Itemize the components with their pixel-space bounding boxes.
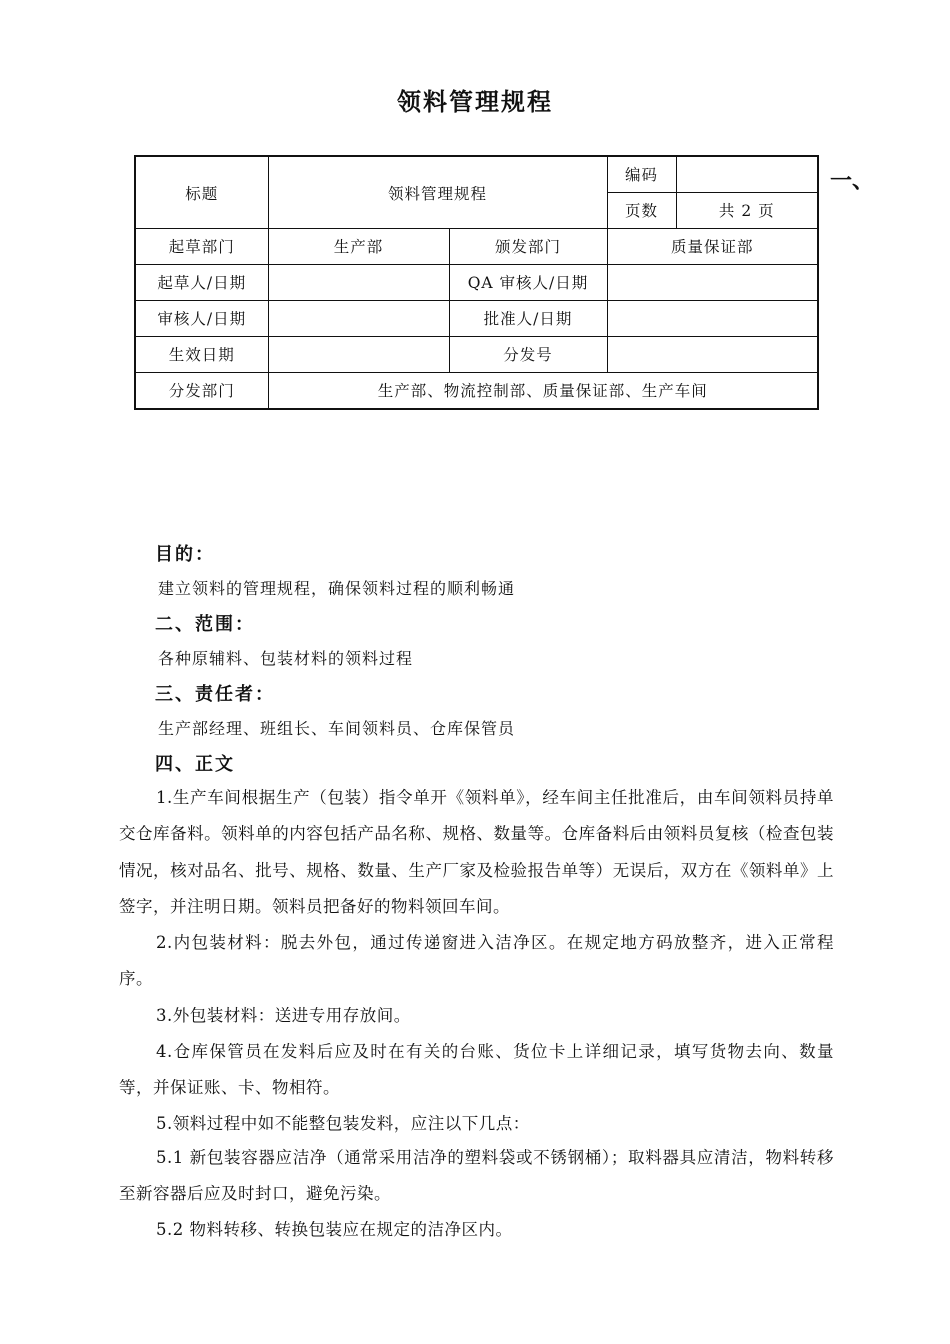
label-title: 标题 (135, 156, 268, 229)
paragraph-3: 3.外包装材料：送进专用存放间。 (156, 1006, 411, 1025)
label-distribution-number: 分发号 (449, 337, 607, 373)
effective-date-value (268, 337, 449, 373)
purpose-heading: 目的： (155, 544, 215, 565)
label-distribution-dept: 分发部门 (135, 373, 268, 410)
responsibility-text: 生产部经理、班组长、车间领料员、仓库保管员 (158, 719, 516, 738)
label-approver: 批准人/日期 (449, 301, 607, 337)
document-header-table (134, 155, 819, 410)
scope-heading: 二、范围： (155, 614, 255, 635)
section-number-mark: 一、 (830, 169, 875, 194)
paragraph-1: 1.生产车间根据生产（包装）指令单开《领料单》，经车间主任批准后，由车间领料员持单交仓库备料。领料单的内容包括产品名称、规格、数量等。仓库备料后由领料员复核（检查包装情况，核对品名、批号、规格、数量、生产厂家及检验报告单等）无误后，双方在《领料单》上签字，并注明日期。领料员把备好的物料领回车间。 (119, 788, 834, 916)
qa-reviewer-value (607, 265, 818, 301)
draft-dept-value: 生产部 (268, 229, 449, 265)
paragraph-4: 4.仓库保管员在发料后应及时在有关的台账、货位卡上详细记录，填写货物去向、数量等，并保证账、卡、物相符。 (119, 1042, 834, 1098)
label-drafter: 起草人/日期 (135, 265, 268, 301)
label-qa-reviewer: QA 审核人/日期 (449, 265, 607, 301)
paragraph-2: 2.内包装材料：脱去外包，通过传递窗进入洁净区。在规定地方码放整齐，进入正常程序。 (119, 933, 834, 989)
reviewer-value (268, 301, 449, 337)
paragraph-5: 5.领料过程中如不能整包装发料，应注以下几点： (156, 1114, 530, 1133)
pages-value: 共 2 页 (676, 193, 818, 229)
issue-dept-value: 质量保证部 (607, 229, 818, 265)
label-effective-date: 生效日期 (135, 337, 268, 373)
label-pages: 页数 (607, 193, 676, 229)
label-reviewer: 审核人/日期 (135, 301, 268, 337)
distribution-dept-value: 生产部、物流控制部、质量保证部、生产车间 (268, 373, 818, 410)
scope-text: 各种原辅料、包装材料的领料过程 (158, 649, 414, 668)
paragraph-5-1: 5.1 新包装容器应洁净（通常采用洁净的塑料袋或不锈钢桶）；取料器具应清洁，物料转移至新容器后应及时封口，避免污染。 (119, 1148, 834, 1204)
distribution-number-value (607, 337, 818, 373)
purpose-text: 建立领料的管理规程，确保领料过程的顺利畅通 (158, 579, 516, 598)
responsibility-heading: 三、责任者： (155, 684, 275, 705)
title-value: 领料管理规程 (268, 156, 607, 229)
label-draft-dept: 起草部门 (135, 229, 268, 265)
document-title: 领料管理规程 (397, 88, 553, 116)
drafter-value (268, 265, 449, 301)
code-value (676, 156, 818, 193)
label-issue-dept: 颁发部门 (449, 229, 607, 265)
approver-value (607, 301, 818, 337)
body-heading: 四、正文 (155, 754, 235, 775)
label-code: 编码 (607, 156, 676, 193)
paragraph-5-2: 5.2 物料转移、转换包装应在规定的洁净区内。 (156, 1220, 513, 1239)
